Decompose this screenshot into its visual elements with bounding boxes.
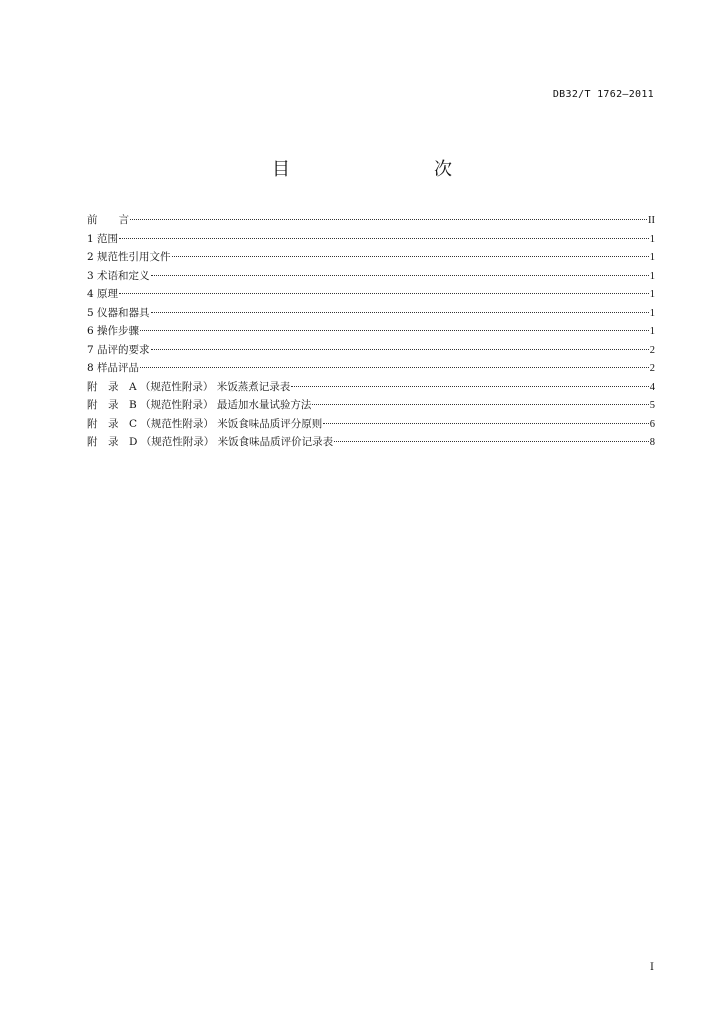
toc-leader-dots xyxy=(323,423,649,424)
toc-leader-dots xyxy=(140,330,649,331)
toc-entry-page: II xyxy=(648,215,655,226)
toc-entry-label: 1 范围 xyxy=(87,232,119,245)
standard-code: DB32/T 1762—2011 xyxy=(552,89,654,100)
toc-entry-label: 附 录 B （规范性附录） 最适加水量试验方法 xyxy=(87,399,312,411)
toc-entry-evaluation-requirements[interactable] xyxy=(87,341,655,360)
toc-entry-page: 1 xyxy=(649,289,655,300)
toc-entry-page: 6 xyxy=(649,418,655,430)
toc-leader-dots xyxy=(291,386,648,387)
toc-entry-procedure[interactable] xyxy=(87,322,655,341)
toc-entry-terms[interactable] xyxy=(87,267,655,286)
toc-entry-label: 4 原理 xyxy=(87,288,119,300)
toc-leader-dots xyxy=(119,293,649,294)
toc-leader-dots xyxy=(130,219,647,220)
toc-entry-apparatus[interactable] xyxy=(87,304,655,323)
toc-entry-label: 附 录 C （规范性附录） 米饭食味品质评分原则 xyxy=(87,417,323,430)
toc-entry-label: 前 言 xyxy=(87,214,129,226)
toc-entry-label: 附 录 D （规范性附录） 米饭食味品质评价记录表 xyxy=(87,436,334,448)
toc-entry-page: 5 xyxy=(649,400,655,411)
toc-entry-label: 8 样品评品 xyxy=(87,362,140,374)
toc-leader-dots xyxy=(334,441,649,442)
toc-entry-page: 1 xyxy=(649,270,655,282)
toc-entry-page: 1 xyxy=(649,233,655,245)
table-of-contents xyxy=(87,211,655,452)
toc-entry-annex-b[interactable] xyxy=(87,396,655,415)
toc-entry-page: 1 xyxy=(649,326,655,337)
toc-entry-sample-evaluation[interactable] xyxy=(87,359,655,378)
toc-entry-normative-references[interactable] xyxy=(87,248,655,267)
toc-entry-page: 2 xyxy=(649,344,655,356)
toc-leader-dots xyxy=(312,404,648,405)
toc-entry-annex-a[interactable] xyxy=(87,378,655,397)
toc-leader-dots xyxy=(151,275,649,276)
toc-entry-label: 3 术语和定义 xyxy=(87,269,150,282)
toc-entry-label: 7 品评的要求 xyxy=(87,343,150,356)
toc-entry-foreword[interactable] xyxy=(87,211,655,230)
toc-entry-page: 1 xyxy=(649,252,655,263)
toc-entry-page: 1 xyxy=(649,307,655,319)
toc-leader-dots xyxy=(140,367,649,368)
toc-entry-annex-c[interactable] xyxy=(87,415,655,434)
toc-entry-page: 8 xyxy=(649,437,655,448)
toc-entry-principle[interactable] xyxy=(87,285,655,304)
toc-leader-dots xyxy=(172,256,649,257)
toc-entry-page: 4 xyxy=(649,381,655,393)
toc-entry-page: 2 xyxy=(649,363,655,374)
toc-leader-dots xyxy=(119,238,649,239)
toc-entry-label: 附 录 A （规范性附录） 米饭蒸煮记录表 xyxy=(87,380,291,393)
toc-entry-scope[interactable] xyxy=(87,230,655,249)
toc-entry-annex-d[interactable] xyxy=(87,433,655,452)
toc-leader-dots xyxy=(151,312,649,313)
toc-entry-label: 5 仪器和器具 xyxy=(87,306,150,319)
toc-entry-label: 6 操作步骤 xyxy=(87,325,140,337)
page-number: I xyxy=(650,962,654,973)
page-title: 目 次 xyxy=(272,159,488,180)
toc-leader-dots xyxy=(151,349,649,350)
toc-entry-label: 2 规范性引用文件 xyxy=(87,251,171,263)
